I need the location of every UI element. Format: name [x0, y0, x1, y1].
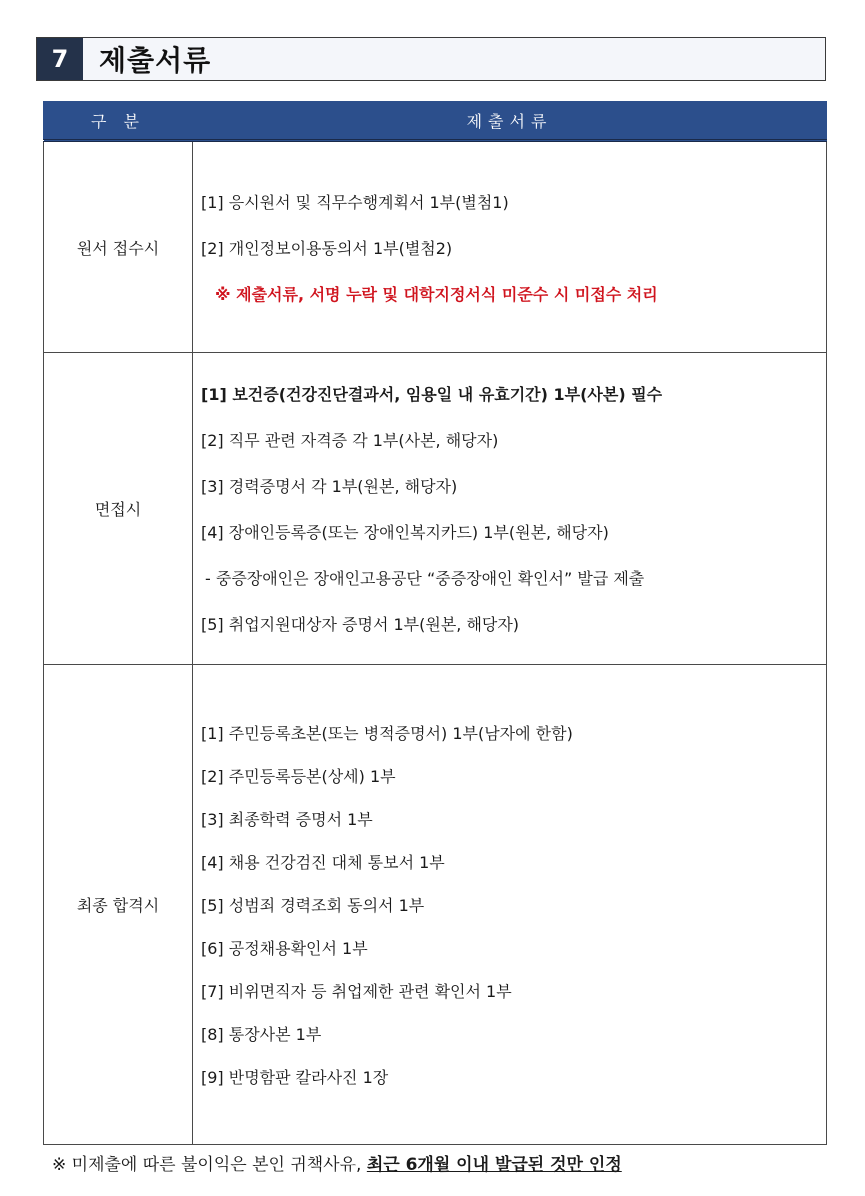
table-row: [44, 665, 827, 1145]
list-item: [3] 최종학력 증명서 1부: [201, 810, 373, 829]
category-interview: 면접시: [44, 353, 193, 665]
header-documents: 제출서류: [193, 101, 827, 141]
section-number: 7: [37, 38, 83, 80]
list-item-note: - 중증장애인은 장애인고용공단 “중증장애인 확인서” 발급 제출: [205, 569, 645, 588]
section-header: [36, 37, 826, 81]
footer-note: [52, 1150, 622, 1175]
documents-cell: [193, 141, 827, 353]
list-item: [5] 취업지원대상자 증명서 1부(원본, 해당자): [201, 615, 520, 634]
list-item: [8] 통장사본 1부: [201, 1025, 322, 1044]
list-item: [9] 반명함판 칼라사진 1장: [201, 1068, 389, 1087]
footer-emphasis: 최근 6개월 이내 발급된 것만 인정: [366, 1155, 622, 1175]
documents-cell: [193, 353, 827, 665]
section-title: 제출서류: [99, 44, 212, 77]
category-application: 원서 접수시: [44, 141, 193, 353]
documents-cell: [193, 665, 827, 1145]
category-final-pass: 최종 합격시: [44, 665, 193, 1145]
list-item: [4] 채용 건강검진 대체 통보서 1부: [201, 853, 445, 872]
documents-table: [43, 101, 827, 1145]
list-item: [2] 개인정보이용동의서 1부(별첨2): [201, 238, 453, 258]
list-item: [1] 주민등록초본(또는 병적증명서) 1부(남자에 한함): [201, 724, 573, 743]
list-item: [1] 보건증(건강진단결과서, 임용일 내 유효기간) 1부(사본) 필수: [201, 385, 663, 404]
list-item: [5] 성범죄 경력조회 동의서 1부: [201, 896, 425, 915]
warning-note: ※ 제출서류, 서명 누락 및 대학지정서식 미준수 시 미접수 처리: [215, 284, 658, 304]
list-item: [4] 장애인등록증(또는 장애인복지카드) 1부(원본, 해당자): [201, 523, 609, 542]
list-item: [2] 직무 관련 자격증 각 1부(사본, 해당자): [201, 431, 499, 450]
list-item: [3] 경력증명서 각 1부(원본, 해당자): [201, 477, 458, 496]
table-header-row: [44, 101, 827, 141]
table-row: [44, 141, 827, 353]
footer-prefix: ※ 미제출에 따른 불이익은 본인 귀책사유,: [52, 1155, 367, 1175]
header-category: 구 분: [44, 101, 193, 141]
list-item: [1] 응시원서 및 직무수행계획서 1부(별첨1): [201, 192, 509, 212]
table-row: [44, 353, 827, 665]
list-item: [7] 비위면직자 등 취업제한 관련 확인서 1부: [201, 982, 512, 1001]
list-item: [2] 주민등록등본(상세) 1부: [201, 767, 396, 786]
list-item: [6] 공정채용확인서 1부: [201, 939, 368, 958]
